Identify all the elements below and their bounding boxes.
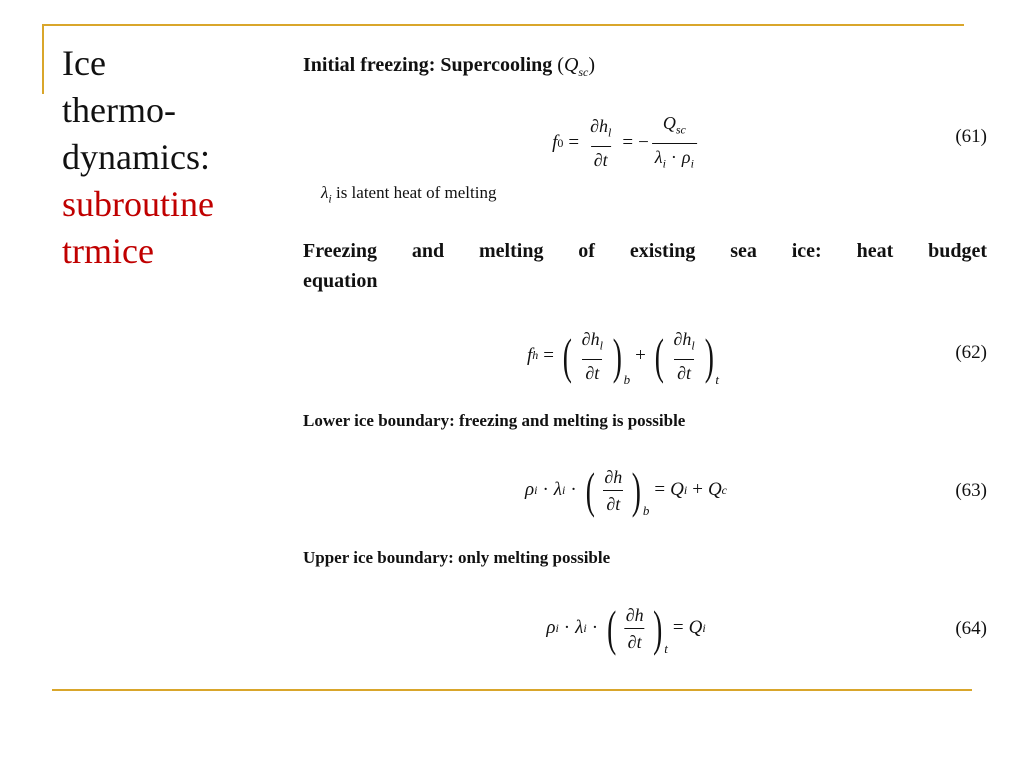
equation-61 <box>303 112 987 171</box>
bottom-rule <box>52 689 972 691</box>
lambda-note-text: is latent heat of melting <box>335 183 497 202</box>
title-line: thermo- <box>62 90 176 130</box>
top-rule <box>42 24 964 26</box>
heading-text: Initial freezing: Supercooling <box>303 54 553 76</box>
section-heading-lower-boundary: Lower ice boundary: freezing and melting is possible <box>303 411 686 430</box>
equation-64-body: ρ i · λ i · ( $\frac{\partial h}{\partial t}$ ) t = Q i <box>546 600 706 656</box>
equation-61-body: f 0 = $\frac{\partial h_l}{\partial t}$ = − $\frac{Q_{sc}}{\lambda_i \cdot \rho_i}$ <box>552 112 700 174</box>
symbol-q: Q <box>563 54 579 76</box>
heading-line: equation <box>303 270 378 292</box>
heading-formula: $(Q_{sc})$ <box>557 54 596 79</box>
heading-line: Freezing and melting of existing sea ice: heat budget <box>303 240 987 262</box>
equation-63 <box>303 462 987 525</box>
title-line: Ice <box>62 43 106 83</box>
title-line: dynamics: <box>62 137 210 177</box>
equation-62 <box>303 328 987 388</box>
equation-number: (62) <box>955 342 987 363</box>
section-heading-heat-budget <box>303 236 987 296</box>
slide-title <box>62 40 282 275</box>
lambda-symbol: $\lambda_i$ <box>321 183 332 206</box>
equation-number: (64) <box>955 618 987 639</box>
equation-63-body: ρ i · λ i · ( $\frac{\partial h}{\partial t}$ ) b = Q i + Q c <box>525 462 727 518</box>
left-rule <box>42 24 44 94</box>
title-line-highlight: trmice <box>62 231 154 271</box>
section-heading-supercooling <box>303 50 595 87</box>
title-line-highlight: subroutine <box>62 184 214 224</box>
equation-62-body: f h = ( $\frac{\partial h_l}{\partial t}$ ) b + ( $\frac{\partial h_l}{\partial t}$ ) t <box>527 327 719 387</box>
lambda-note <box>321 181 496 210</box>
equation-number: (63) <box>955 480 987 501</box>
equation-64 <box>303 600 987 663</box>
section-heading-upper-boundary: Upper ice boundary: only melting possible <box>303 548 611 567</box>
equation-number: (61) <box>955 126 987 147</box>
symbol-sub: sc <box>578 65 589 79</box>
